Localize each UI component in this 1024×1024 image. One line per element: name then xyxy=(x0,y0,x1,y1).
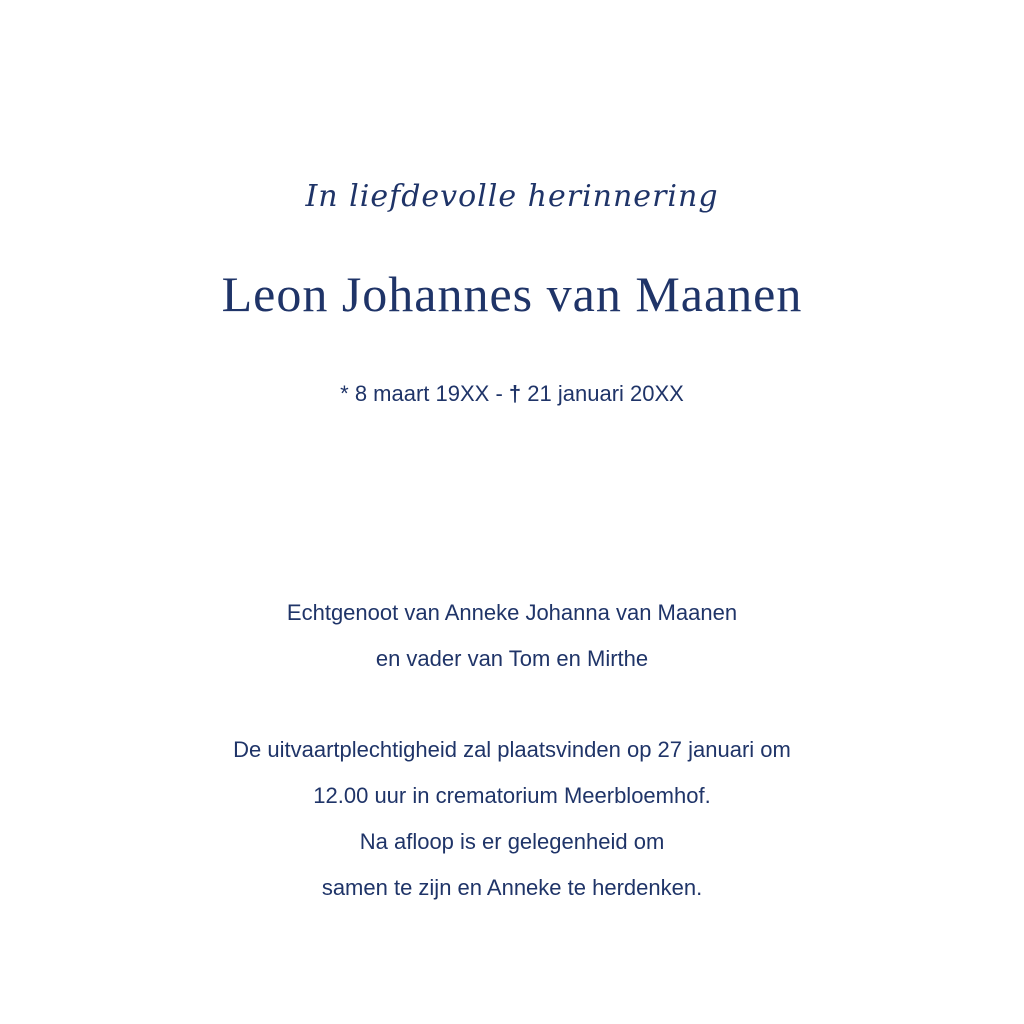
date-separator: - xyxy=(495,381,503,406)
family-paragraph xyxy=(0,590,1024,682)
birth-symbol: * xyxy=(340,381,349,406)
script-heading-text: In liefdevolle herinnering xyxy=(305,179,719,214)
life-dates xyxy=(0,378,1024,410)
birth-date: 8 maart 19XX xyxy=(354,381,490,406)
service-line: Na afloop is er gelegenheid om xyxy=(359,829,665,854)
script-heading xyxy=(0,158,1024,238)
family-line: en vader van Tom en Mirthe xyxy=(375,646,649,671)
cross-icon: † xyxy=(508,381,522,406)
script-heading-lettering xyxy=(302,158,722,238)
death-date: 21 januari 20XX xyxy=(527,381,684,406)
service-line: samen te zijn en Anneke te herdenken. xyxy=(321,875,703,900)
service-paragraph xyxy=(0,727,1024,911)
service-line: De uitvaartplechtigheid zal plaatsvinden op 27 januari om xyxy=(233,737,791,762)
family-line: Echtgenoot van Anneke Johanna van Maanen xyxy=(286,600,738,625)
deceased-name: Leon Johannes van Maanen xyxy=(221,266,803,322)
service-line: 12.00 uur in crematorium Meerbloemhof. xyxy=(313,783,711,808)
